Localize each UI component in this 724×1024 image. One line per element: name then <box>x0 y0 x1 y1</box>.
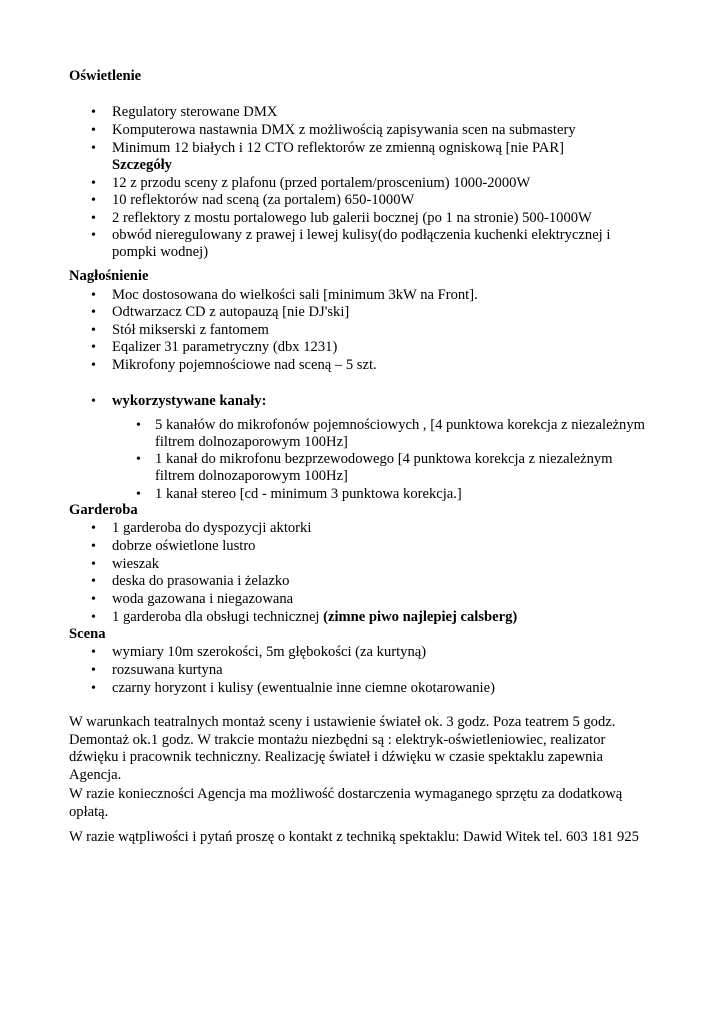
bullet-icon: • <box>91 193 96 208</box>
lighting-item: Regulatory sterowane DMX <box>112 104 278 120</box>
sound-channel-item: 1 kanał do mikrofonu bezprzewodowego [4 punktowa korekcja z niezależnym filtrem dolnozaporowym 100Hz] <box>155 451 613 485</box>
bullet-icon: • <box>91 141 96 156</box>
wardrobe-item-text: 1 garderoba dla obsługi technicznej <box>112 609 324 625</box>
sound-item: Mikrofony pojemnościowe nad sceną – 5 szt. <box>112 357 377 373</box>
sound-item: Eqalizer 31 parametryczny (dbx 1231) <box>112 339 338 355</box>
sound-channel-item: 1 kanał stereo [cd - minimum 3 punktowa korekcja.] <box>155 486 462 502</box>
lighting-item: Minimum 12 białych i 12 CTO reflektorów ze zmienną ogniskową [nie PAR] <box>112 140 564 156</box>
wardrobe-item: 1 garderoba do dyspozycji aktorki <box>112 520 312 536</box>
bullet-icon: • <box>91 681 96 696</box>
wardrobe-item <box>112 609 682 626</box>
bullet-icon: • <box>91 645 96 660</box>
stage-item: rozsuwana kurtyna <box>112 662 223 678</box>
bullet-icon: • <box>91 663 96 678</box>
lighting-detail-item: 12 z przodu sceny z plafonu (przed portalem/proscenium) 1000-2000W <box>112 175 531 191</box>
bullet-icon: • <box>91 521 96 536</box>
sound-channel-item: 5 kanałów do mikrofonów pojemnościowych , [4 punktowa korekcja z niezależnym filtrem dolnozaporowym 100Hz] <box>155 417 645 451</box>
bullet-icon: • <box>91 176 96 191</box>
bullet-icon: • <box>91 574 96 589</box>
bullet-icon: • <box>91 305 96 320</box>
bullet-icon: • <box>91 557 96 572</box>
sound-channels-heading: wykorzystywane kanały: <box>112 393 267 409</box>
stage-item: wymiary 10m szerokości, 5m głębokości (za kurtyną) <box>112 644 427 660</box>
stage-heading: Scena <box>69 626 106 642</box>
sound-item: Moc dostosowana do wielkości sali [minimum 3kW na Front]. <box>112 287 478 303</box>
bullet-icon: • <box>136 418 141 433</box>
sound-heading: Nagłośnienie <box>69 268 149 284</box>
wardrobe-heading: Garderoba <box>69 502 138 518</box>
equipment-info-paragraph: W razie konieczności Agencja ma możliwość dostarczenia wymaganego sprzętu za dodatkową opłatą. <box>69 786 623 820</box>
sound-item: Stół mikserski z fantomem <box>112 322 269 338</box>
lighting-detail-item: 2 reflektory z mostu portalowego lub galerii bocznej (po 1 na stronie) 500-1000W <box>112 210 592 226</box>
bullet-icon: • <box>91 228 96 243</box>
bullet-icon: • <box>91 592 96 607</box>
bullet-icon: • <box>91 323 96 338</box>
bullet-icon: • <box>91 340 96 355</box>
bullet-icon: • <box>91 123 96 138</box>
wardrobe-item-note: (zimne piwo najlepiej calsberg) <box>323 609 518 625</box>
wardrobe-item: woda gazowana i niegazowana <box>112 591 294 607</box>
setup-info-paragraph: W warunkach teatralnych montaż sceny i ustawienie świateł ok. 3 godz. Poza teatrem 5 godz. Demontaż ok.1 godz. W trakcie montażu niezbędni są : elektryk-oświetleniowiec, realizator dźwięku i pracownik techniczny. Realizację świateł i dźwięku w czasie spektaklu zapewnia Agencja. <box>69 714 616 783</box>
stage-item: czarny horyzont i kulisy (ewentualnie inne ciemne okotarowanie) <box>112 680 495 696</box>
bullet-icon: • <box>136 487 141 502</box>
lighting-details-heading: Szczegóły <box>112 157 172 173</box>
wardrobe-item: dobrze oświetlone lustro <box>112 538 256 554</box>
bullet-icon: • <box>136 452 141 467</box>
lighting-detail-item: 10 reflektorów nad sceną (za portalem) 650-1000W <box>112 192 415 208</box>
bullet-icon: • <box>91 105 96 120</box>
bullet-icon: • <box>91 394 96 409</box>
contact-info-paragraph: W razie wątpliwości i pytań proszę o kontakt z techniką spektaklu: Dawid Witek tel. 603 181 925 <box>69 829 639 845</box>
lighting-item: Komputerowa nastawnia DMX z możliwością zapisywania scen na submastery <box>112 122 576 138</box>
bullet-icon: • <box>91 358 96 373</box>
lighting-heading: Oświetlenie <box>69 68 142 84</box>
wardrobe-item: deska do prasowania i żelazko <box>112 573 290 589</box>
sound-item: Odtwarzacz CD z autopauzą [nie DJ'ski] <box>112 304 350 320</box>
bullet-icon: • <box>91 211 96 226</box>
lighting-detail-item: obwód nieregulowany z prawej i lewej kulisy(do podłączenia kuchenki elektrycznej i pompki wodnej) <box>112 227 611 261</box>
bullet-icon: • <box>91 610 96 625</box>
bullet-icon: • <box>91 539 96 554</box>
wardrobe-item: wieszak <box>112 556 160 572</box>
bullet-icon: • <box>91 288 96 303</box>
